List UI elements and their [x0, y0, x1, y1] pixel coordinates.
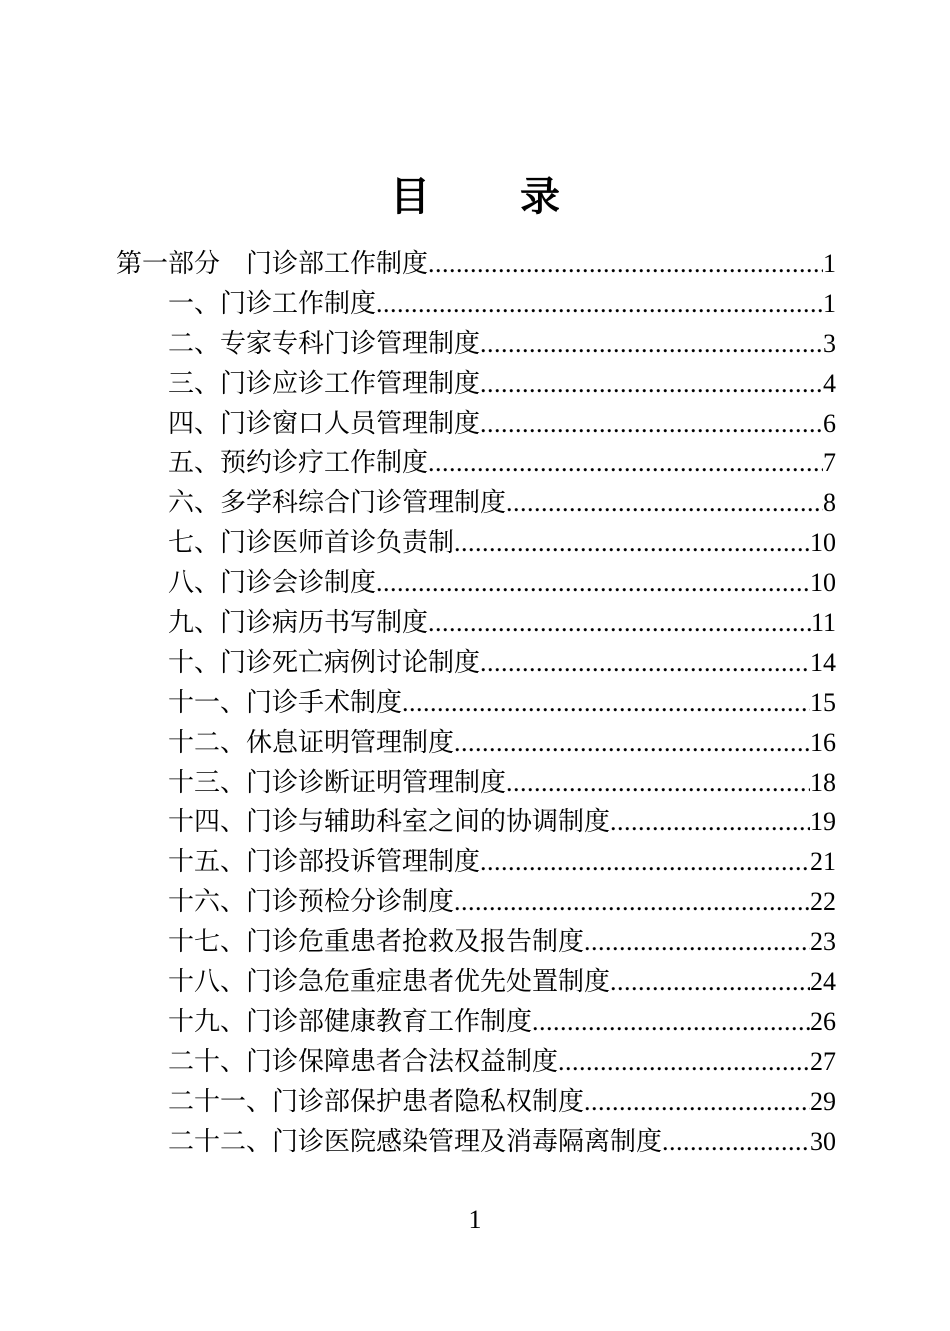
toc-leader-dots — [402, 683, 810, 723]
toc-entry[interactable] — [116, 563, 836, 603]
toc-entry[interactable] — [116, 1002, 836, 1042]
toc-entry-title: 五、预约诊疗工作制度 — [168, 448, 429, 479]
toc-entry-title: 二十二、门诊医院感染管理及消毒隔离制度 — [168, 1126, 663, 1157]
toc-entry[interactable] — [116, 802, 836, 842]
page-title: 目 录 — [390, 173, 598, 220]
toc-leader-dots — [454, 723, 810, 763]
toc-entry[interactable] — [116, 723, 836, 763]
toc-entry-page: 1 — [823, 249, 836, 278]
toc-entry-page: 22 — [810, 887, 836, 917]
toc-leader-dots — [376, 563, 810, 603]
toc-entry[interactable] — [116, 364, 836, 404]
toc-leader-dots — [532, 1002, 810, 1042]
toc-leader-dots — [428, 244, 823, 284]
toc-entry-page: 6 — [823, 408, 836, 438]
toc-entry-title: 十、门诊死亡病例讨论制度 — [168, 647, 481, 678]
toc-entry-title: 第一部分 门诊部工作制度 — [116, 249, 429, 279]
toc-entry-title: 十七、门诊危重患者抢救及报告制度 — [168, 927, 585, 958]
toc-leader-dots — [480, 324, 823, 364]
toc-entry-page: 10 — [810, 568, 836, 598]
toc-entry-title: 十四、门诊与辅助科室之间的协调制度 — [168, 807, 611, 838]
toc-leader-dots — [480, 643, 810, 683]
toc-entry-page: 27 — [810, 1046, 836, 1076]
toc-leader-dots — [480, 842, 810, 882]
toc-leader-dots — [428, 443, 823, 483]
toc-entry-page: 3 — [823, 328, 836, 358]
toc-entry[interactable] — [116, 324, 836, 364]
toc-leader-dots — [454, 523, 810, 563]
toc-entry-page: 23 — [810, 927, 836, 957]
toc-entry[interactable] — [116, 962, 836, 1002]
toc-entry-page: 1 — [823, 288, 836, 318]
toc-entry-page: 29 — [810, 1086, 836, 1116]
toc-entry-title: 三、门诊应诊工作管理制度 — [168, 368, 481, 399]
toc-entry[interactable] — [116, 1082, 836, 1122]
toc-entry-page: 21 — [810, 847, 836, 877]
toc-entry-title: 八、门诊会诊制度 — [168, 568, 377, 599]
toc-entry[interactable] — [116, 404, 836, 444]
toc-entry-page: 30 — [810, 1126, 836, 1156]
toc-entry-page: 4 — [823, 368, 836, 398]
toc-entry[interactable] — [116, 922, 836, 962]
toc-entry[interactable] — [116, 842, 836, 882]
toc-entry[interactable] — [116, 683, 836, 723]
toc-entry-page: 8 — [823, 488, 836, 518]
toc-entry-title: 十九、门诊部健康教育工作制度 — [168, 1006, 533, 1037]
toc-entry-page: 15 — [810, 687, 836, 717]
toc-entry-page: 11 — [810, 608, 836, 638]
toc-leader-dots — [662, 1122, 810, 1162]
toc-leader-dots — [610, 802, 810, 842]
toc-entry-title: 二十、门诊保障患者合法权益制度 — [168, 1046, 559, 1077]
toc-leader-dots — [584, 1082, 810, 1122]
toc-entry-page: 19 — [810, 807, 836, 837]
toc-entry-title: 十一、门诊手术制度 — [168, 687, 403, 718]
toc-entry-title: 十八、门诊急危重症患者优先处置制度 — [168, 967, 611, 998]
toc-entry-title: 二、专家专科门诊管理制度 — [168, 328, 481, 359]
toc-entry-title: 七、门诊医师首诊负责制 — [168, 528, 455, 559]
toc-leader-dots — [454, 882, 810, 922]
table-of-contents — [116, 244, 836, 1161]
toc-entry[interactable] — [116, 882, 836, 922]
toc-leader-dots — [480, 364, 823, 404]
toc-entry[interactable] — [116, 603, 836, 643]
toc-leader-dots — [558, 1042, 810, 1082]
toc-entry[interactable] — [116, 763, 836, 803]
toc-entry-title: 十三、门诊诊断证明管理制度 — [168, 767, 507, 798]
toc-entry[interactable] — [116, 483, 836, 523]
toc-entry[interactable] — [116, 284, 836, 324]
toc-entry-page: 18 — [810, 767, 836, 797]
toc-leader-dots — [506, 483, 823, 523]
toc-entry[interactable] — [116, 643, 836, 683]
toc-entry-title: 十六、门诊预检分诊制度 — [168, 887, 455, 918]
toc-leader-dots — [480, 404, 823, 444]
toc-entry-title: 二十一、门诊部保护患者隐私权制度 — [168, 1086, 585, 1117]
toc-leader-dots — [506, 763, 810, 803]
toc-entry-title: 十二、休息证明管理制度 — [168, 727, 455, 758]
toc-entry-part-one[interactable] — [116, 244, 836, 284]
toc-entry-page: 16 — [810, 727, 836, 757]
toc-entry-title: 四、门诊窗口人员管理制度 — [168, 408, 481, 439]
toc-entry-page: 7 — [823, 448, 836, 478]
toc-entry-page: 26 — [810, 1006, 836, 1036]
toc-leader-dots — [428, 603, 811, 643]
toc-leader-dots — [376, 284, 823, 324]
toc-entry-page: 10 — [810, 528, 836, 558]
toc-entry[interactable] — [116, 1042, 836, 1082]
toc-leader-dots — [610, 962, 810, 1002]
toc-entry-title: 一、门诊工作制度 — [168, 288, 377, 319]
toc-entry-page: 14 — [810, 647, 836, 677]
toc-entry-title: 六、多学科综合门诊管理制度 — [168, 488, 507, 519]
toc-entry[interactable] — [116, 1122, 836, 1162]
toc-entry[interactable] — [116, 443, 836, 483]
page-number: 1 — [468, 1205, 482, 1234]
toc-entry-page: 24 — [810, 967, 836, 997]
toc-entry-title: 九、门诊病历书写制度 — [168, 608, 429, 639]
toc-entry[interactable] — [116, 523, 836, 563]
toc-leader-dots — [584, 922, 810, 962]
toc-entry-title: 十五、门诊部投诉管理制度 — [168, 847, 481, 878]
